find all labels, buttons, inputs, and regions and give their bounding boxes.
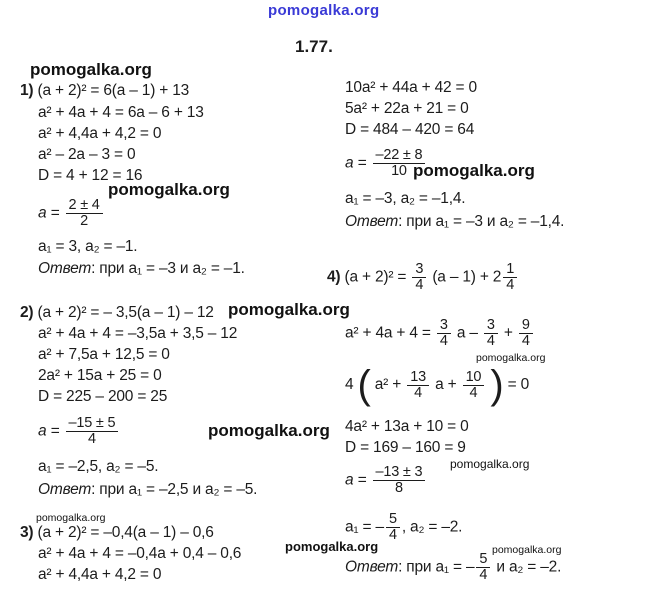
p4-line-5: D = 169 – 160 = 9 [345,439,466,456]
p4-line-2: a² + 4a + 4 = $\frac{3}{4}$ a – $\frac{3}{4}$ + $\frac{9}{4}$ [345,318,535,349]
r1-line-3: D = 484 – 420 = 64 [345,121,475,138]
watermark: pomogalka.org [228,300,350,319]
watermark: pomogalka.org [285,539,379,554]
watermark: pomogalka.org [413,161,535,180]
r1-roots: a₁ = –3, a₂ = –1,4. [345,190,466,207]
p3-line-1: 3) (a + 2)² = –0,4(a – 1) – 0,6 [20,524,214,541]
p2-roots: a₁ = –2,5, a₂ = –5. [38,458,159,475]
p1-line-1: 1) (a + 2)² = 6(a – 1) + 13 [20,82,190,99]
p4-roots: a₁ = – $\frac{5}{4}$ , a₂ = –2. [345,511,463,543]
problem-number: 1.77. [295,37,333,56]
watermark: pomogalka.org [450,457,530,471]
p2-line-1: 2) (a + 2)² = – 3,5(a – 1) – 12 [20,304,214,321]
r1-formula: a = $\frac{-22 \pm 8}{10}$ [345,148,427,179]
p2-answer: Ответ: при a₁ = –2,5 и a₂ = –5. [38,481,258,498]
p2-line-4: 2a² + 15a + 25 = 0 [38,367,162,384]
r1-line-1: 10a² + 44a + 42 = 0 [345,79,477,96]
p4-line-4: 4a² + 13a + 10 = 0 [345,418,469,435]
p1-line-4: a² – 2a – 3 = 0 [38,146,136,163]
p1-line-2: a² + 4a + 4 = 6a – 6 + 13 [38,104,204,121]
watermark: pomogalka.org [476,352,546,364]
p1-line-3: a² + 4,4a + 4,2 = 0 [38,125,162,142]
watermark-top: pomogalka.org [268,2,380,19]
p2-line-2: a² + 4a + 4 = –3,5a + 3,5 – 12 [38,325,238,342]
p2-line-5: D = 225 – 200 = 25 [38,388,168,405]
p1-line-5: D = 4 + 12 = 16 [38,167,143,184]
p1-roots: a₁ = 3, a₂ = –1. [38,238,138,255]
watermark: pomogalka.org [208,421,330,440]
watermark: pomogalka.org [492,544,562,556]
p1-answer: Ответ: при a₁ = –3 и a₂ = –1. [38,260,245,277]
p4-formula: a = $\frac{-13 \pm 3}{8}$ [345,465,427,496]
p4-line-3: 4 ( a² + $\frac{13}{4}$ a + $\frac{10}{4}$ ) = 0 [345,363,530,407]
watermark: pomogalka.org [30,60,152,79]
p4-line-1: 4) (a + 2)² = $\frac{3}{4}$ (a – 1) + 2 $\frac{1}{4}$ [327,262,519,293]
p3-line-2: a² + 4a + 4 = –0,4a + 0,4 – 0,6 [38,545,242,562]
r1-answer: Ответ: при a₁ = –3 и a₂ = –1,4. [345,213,565,230]
p3-line-3: a² + 4,4a + 4,2 = 0 [38,566,162,583]
watermark: pomogalka.org [108,180,230,199]
watermark: pomogalka.org [36,512,106,524]
p2-line-3: a² + 7,5a + 12,5 = 0 [38,346,170,363]
p4-answer: Ответ: при a₁ = – $\frac{5}{4}$ и a₂ = –2. [345,551,562,583]
p2-formula: a = $\frac{-15 \pm 5}{4}$ [38,416,120,447]
p1-formula: a = $\frac{2 \pm 4}{2}$ [38,198,105,229]
r1-line-2: 5a² + 22a + 21 = 0 [345,100,469,117]
